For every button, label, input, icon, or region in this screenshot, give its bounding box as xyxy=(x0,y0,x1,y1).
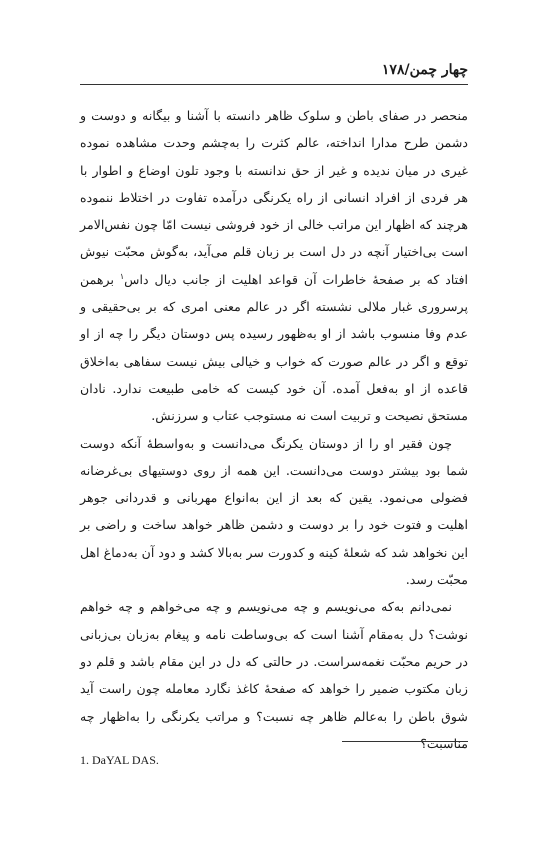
header-divider xyxy=(80,84,468,85)
running-header: چهار چمن/۱۷۸ xyxy=(381,62,468,78)
paragraph-1 xyxy=(80,102,468,430)
paragraph-1-text: منحصر در صفای باطن و سلوک ظاهر دانسته با آشنا و بیگانه و دوست و دشمن طرح مدارا انداخته، عالم کثرت را به‌چشم وحدت مشاهده نموده غیری در میان ندیده و غیر از حق ندانسته با وجود تلون اوضاع و اطوار با هر فردی از افراد انسانی از راه یکرنگی درآمده تفاوت در اختلاط ننموده هرچند که اظهار این مراتب خالی از خود فروشی نیست امّا چون نفس‌الامر است بی‌اختیار آنچه در دل است بر زبان قلم می‌آید، به‌گوش محبّت نیوش افتاد که بر صفحهٔ خاطرات آن قواعد اهلیت از جانب دیال داس xyxy=(80,108,468,287)
paragraph-2: چون فقیر او را از دوستان یکرنگ می‌دانست و به‌واسطهٔ آنکه دوست شما بود بیشتر دوست می‌دانست. این همه از روی دوستیهای بی‌غرضانه فضولی می‌نمود. یقین که بعد از این به‌انواع مهربانی و قدردانی جوهر اهلیت و فتوت خود را بر دوست و دشمن ظاهر خواهد ساخت و راضی بر این نخواهد شد که شعلهٔ کینه و کدورت سر به‌بالا کشد و دود آن به‌دماغ اهل محبّت رسد. xyxy=(80,435,468,588)
footnote: 1. DaYAL DAS. xyxy=(80,753,159,767)
footnote-divider xyxy=(342,741,468,742)
footnote-reference[interactable]: ۱ xyxy=(119,271,125,281)
paragraph-1-text-continued: برهمن پرسروری غبار ملالی نشسته اگر در عالم معنی امری که بر بی‌حقیقی و عدم وفا منسوب باشد از او به‌ظهور رسیده پس دوستان دیگر را چه از او توقع و اگر در عالم صورت که خواب و خیالی بیش نیست سفاهی به‌اخلاق قاعده از او به‌فعل آمده. آن خود کیست که خامی طبیعت ندارد. نادان مستحق نصیحت و تربیت است نه مستوجب عتاب و سرزنش. xyxy=(80,271,468,424)
paragraph-3: نمی‌دانم به‌که می‌نویسم و چه می‌نویسم و چه می‌خواهم و چه خواهم نوشت؟ دل به‌مقام آشنا است که بی‌وساطت نامه و پیغام به‌زبان بی‌زبانی در حریم محبّت نغمه‌سراست. در حالتی که دل در این مقام باشد و قلم دو زبان مکتوب ضمیر را خواهد که صفحهٔ کاغذ نگارد معامله چون راست آید شوق باطن را به‌عالم ظاهر چه نسبت؟ و مراتب یکرنگی را به‌اظهار چه مناسبت؟ xyxy=(80,599,468,751)
body-text xyxy=(80,102,468,757)
